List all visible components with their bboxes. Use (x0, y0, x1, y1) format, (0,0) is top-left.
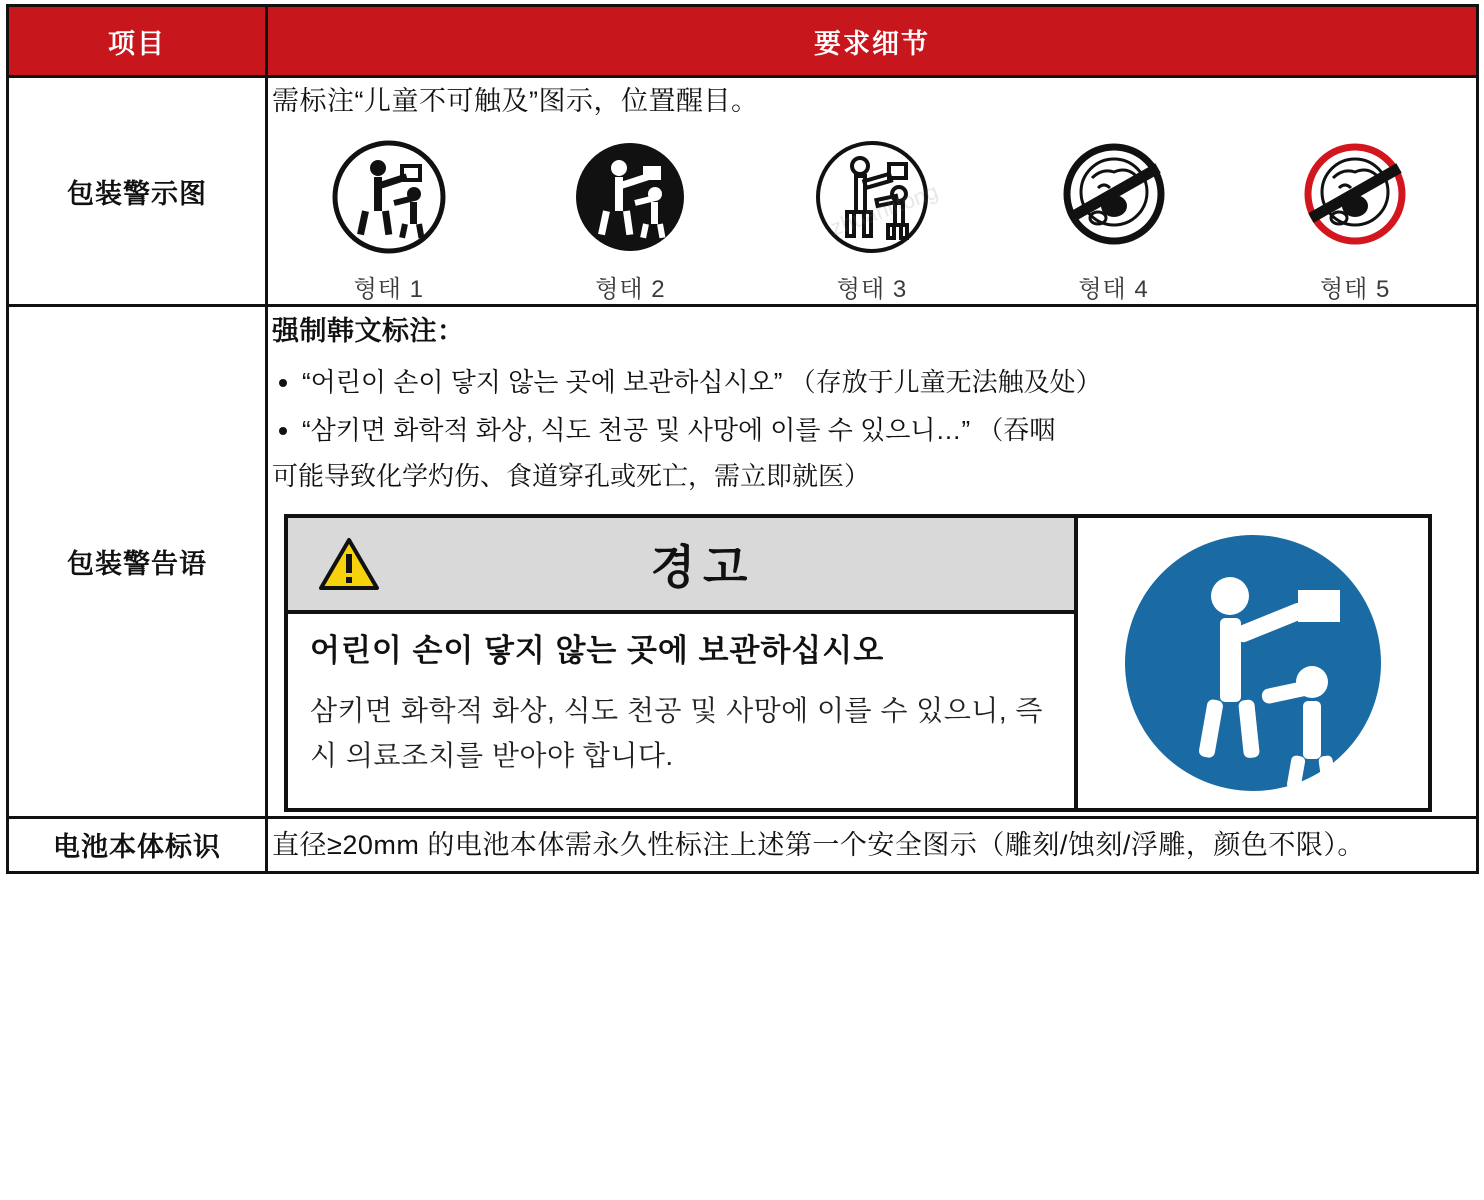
row-label-battery-body-marking: 电池本体标识 (8, 817, 267, 873)
pictogram-item (1255, 135, 1455, 304)
row-content-battery-body-marking (267, 817, 1478, 873)
pictogram-caption: 형태 3 (836, 276, 908, 304)
korean-requirement-list (268, 362, 1476, 451)
row-label-packaging-warning-text: 包装警告语 (8, 306, 267, 818)
warning-body-text: 삼키면 화학적 화상, 식도 천공 및 사망에 이를 수 있으니, 즉시 의료조치를 받아야 합니다. (310, 694, 1043, 771)
adult-child-outline-circle-icon (289, 135, 489, 259)
table-header-row (8, 6, 1478, 77)
warning-triangle-icon (288, 536, 392, 592)
crying-baby-prohibited-black-icon (1014, 135, 1214, 259)
mandatory-korean-label-title: 强制韩文标注： (272, 316, 465, 347)
pictogram-item (530, 135, 730, 304)
pictogram-lead-text: 需标注“儿童不可触及”图示，位置醒目。 (272, 86, 759, 116)
crying-baby-prohibited-red-icon (1255, 135, 1455, 259)
pictogram-caption: 형태 5 (1319, 276, 1391, 304)
list-item: • “어린이 손이 닿지 않는 곳에 보관하십시오” （存放于儿童无法触及处） (302, 362, 1476, 402)
warning-label-sample (284, 514, 1432, 812)
warning-label-banner (288, 518, 1074, 614)
pictogram-caption: 형태 4 (1078, 276, 1149, 304)
table-row (8, 306, 1478, 818)
row-content-packaging-pictogram (267, 77, 1478, 306)
pictogram-item (1014, 135, 1214, 304)
warning-signal-word: 경고 (650, 540, 756, 593)
row-content-packaging-warning-text (267, 306, 1478, 818)
table-row (8, 817, 1478, 873)
requirements-table (6, 4, 1479, 874)
warning-label-body (288, 614, 1074, 797)
pictogram-item (772, 135, 972, 304)
pictogram-caption: 형태 1 (353, 276, 424, 304)
keep-away-from-children-blue-icon (1078, 518, 1428, 808)
warning-bold-line: 어린이 손이 닿지 않는 곳에 보관하십시오 (310, 632, 885, 668)
adult-child-line-circle-icon (772, 135, 972, 259)
column-header-item: 项目 (8, 6, 267, 77)
pictogram-item (289, 135, 489, 304)
row-label-packaging-pictogram: 包装警示图 (8, 77, 267, 306)
battery-marking-text: 直径≥20mm 的电池本体需永久性标注上述第一个安全图示（雕刻/蚀刻/浮雕，颜色不限）。 (272, 829, 1365, 860)
table-row (8, 77, 1478, 306)
list-item: • “삼키면 화학적 화상, 식도 천공 및 사망에 이를 수 있으니…” （吞咽 (302, 410, 1476, 450)
warning-label-text-panel (288, 518, 1078, 808)
pictogram-strip (268, 135, 1476, 304)
adult-child-solid-circle-icon (530, 135, 730, 259)
pictogram-caption: 형태 2 (595, 276, 666, 304)
bullet-continuation-text: 可能导致化学灼伤、食道穿孔或死亡，需立即就医） (272, 460, 871, 491)
column-header-details: 要求细节 (267, 6, 1478, 77)
